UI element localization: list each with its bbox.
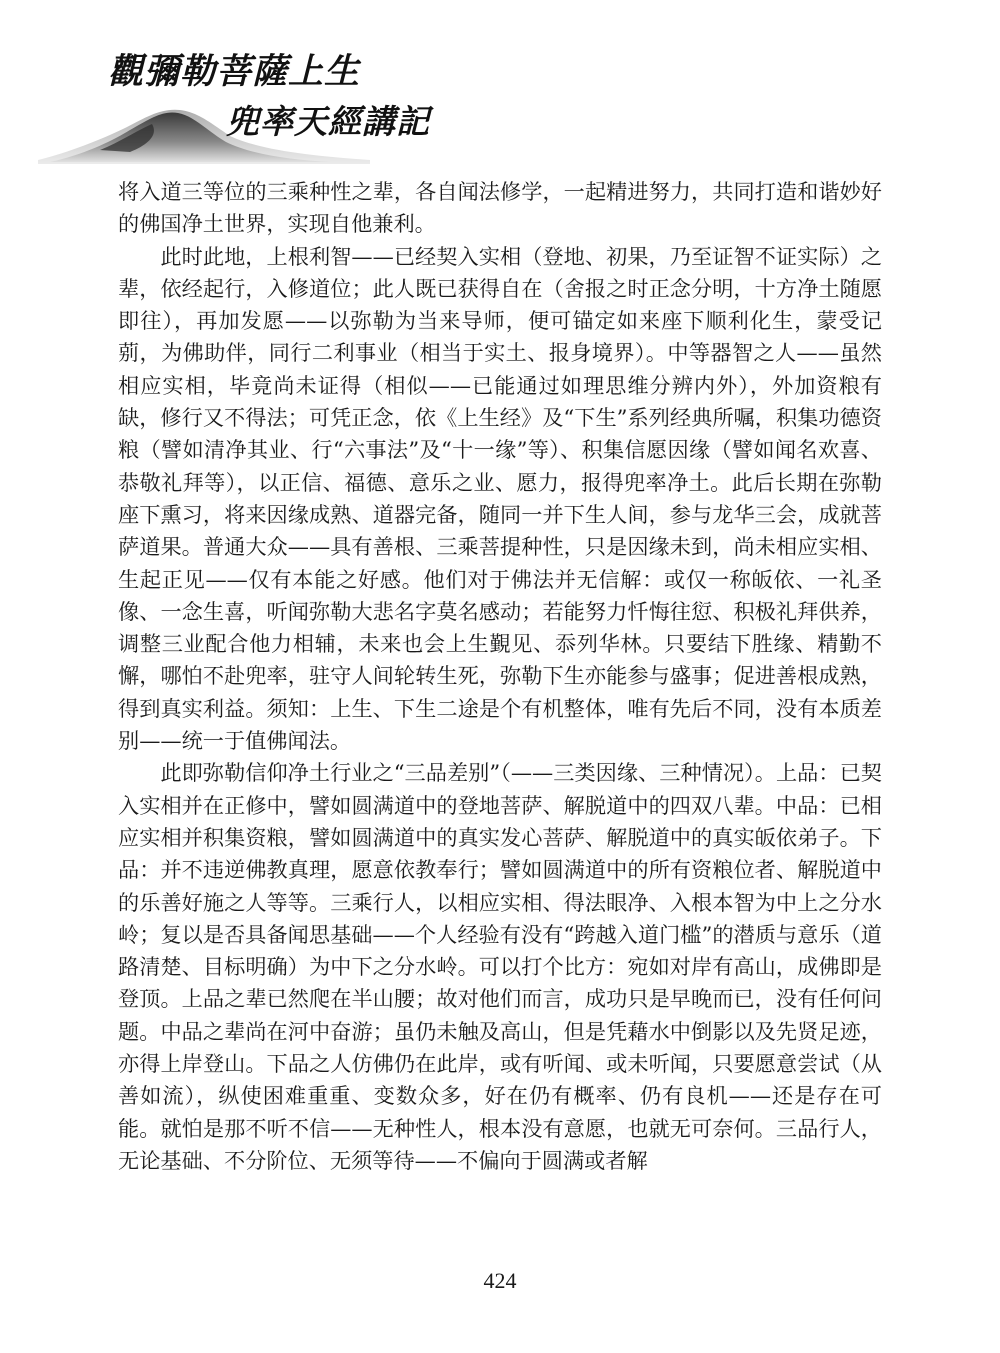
book-title-line-2: 兜率天經講記 xyxy=(226,102,430,141)
book-title-line-1: 觀彌勒菩薩上生 xyxy=(108,51,361,92)
paragraph-3: 此即弥勒信仰净土行业之“三品差别”（——三类因缘、三种情况）。上品：已契入实相并在正修中，譬如圆满道中的登地菩萨、解脱道中的四双八辈。中品：已相应实相并积集资粮，譬如圆满道中的真实发心菩萨、解脱道中的真实皈依弟子。下品：并不违逆佛教真理，愿意依教奉行；譬如圆满道中的所有资粮位者、解脱道中的乐善好施之人等等。三乘行人，以相应实相、得法眼净、入根本智为中上之分水岭；复以是否具备闻思基础——个人经验有没有“跨越入道门槛”的潜质与意乐（道路清楚、目标明确）为中下之分水岭。可以打个比方：宛如对岸有高山，成佛即是登顶。上品之辈已然爬在半山腰；故对他们而言，成功只是早晚而已，没有任何问题。中品之辈尚在河中奋游；虽仍未触及高山，但是凭藉水中倒影以及先贤足迹，亦得上岸登山。下品之人仿佛仍在此岸，或有听闻、或未听闻，只要愿意尝试（从善如流），纵使困难重重、变数众多，好在仍有概率、仍有良机——还是存在可能。就怕是那不听不信——无种性人，根本没有意愿，也就无可奈何。三品行人，无论基础、不分阶位、无须等待——不偏向于圆满或者解 xyxy=(118,760,882,1173)
body-text xyxy=(118,176,882,1177)
paragraph-1: 将入道三等位的三乘种性之辈，各自闻法修学，一起精进努力，共同打造和谐妙好的佛国净土世界，实现自他兼利。 xyxy=(118,179,882,237)
page-number: 424 xyxy=(483,1268,517,1293)
book-header xyxy=(30,30,430,170)
paragraph-2: 此时此地，上根利智——已经契入实相（登地、初果，乃至证智不证实际）之辈，依经起行，入修道位；此人既已获得自在（舍报之时正念分明，十方净土随愿即往），再加发愿——以弥勒为当来导师，便可锚定如来座下顺利化生，蒙受记莂，为佛助伴，同行二利事业（相当于实土、报身境界）。中等器智之人——虽然相应实相，毕竟尚未证得（相似——已能通过如理思维分辨内外），外加资粮有缺，修行又不得法；可凭正念，依《上生经》及“下生”系列经典所嘱，积集功德资粮（譬如清净其业、行“六事法”及“十一缘”等）、积集信愿因缘（譬如闻名欢喜、恭敬礼拜等），以正信、福德、意乐之业、愿力，报得兜率净土。此后长期在弥勒座下熏习，将来因缘成熟、道器完备，随同一并下生人间，参与龙华三会，成就菩萨道果。普通大众——具有善根、三乘菩提种性，只是因缘未到，尚未相应实相、生起正见——仅有本能之好感。他们对于佛法并无信解：或仅一称皈依、一礼圣像、一念生喜，听闻弥勒大悲名字莫名感动；若能努力忏悔往愆、积极礼拜供养，调整三业配合他力相辅，未来也会上生覲见、忝列华林。只要结下胜缘、精勤不懈，哪怕不赴兜率，驻守人间轮转生死，弥勒下生亦能参与盛事；促进善根成熟，得到真实利益。须知：上生、下生二途是个有机整体，唯有先后不同，没有本质差别——统一于值佛闻法。 xyxy=(118,243,882,754)
